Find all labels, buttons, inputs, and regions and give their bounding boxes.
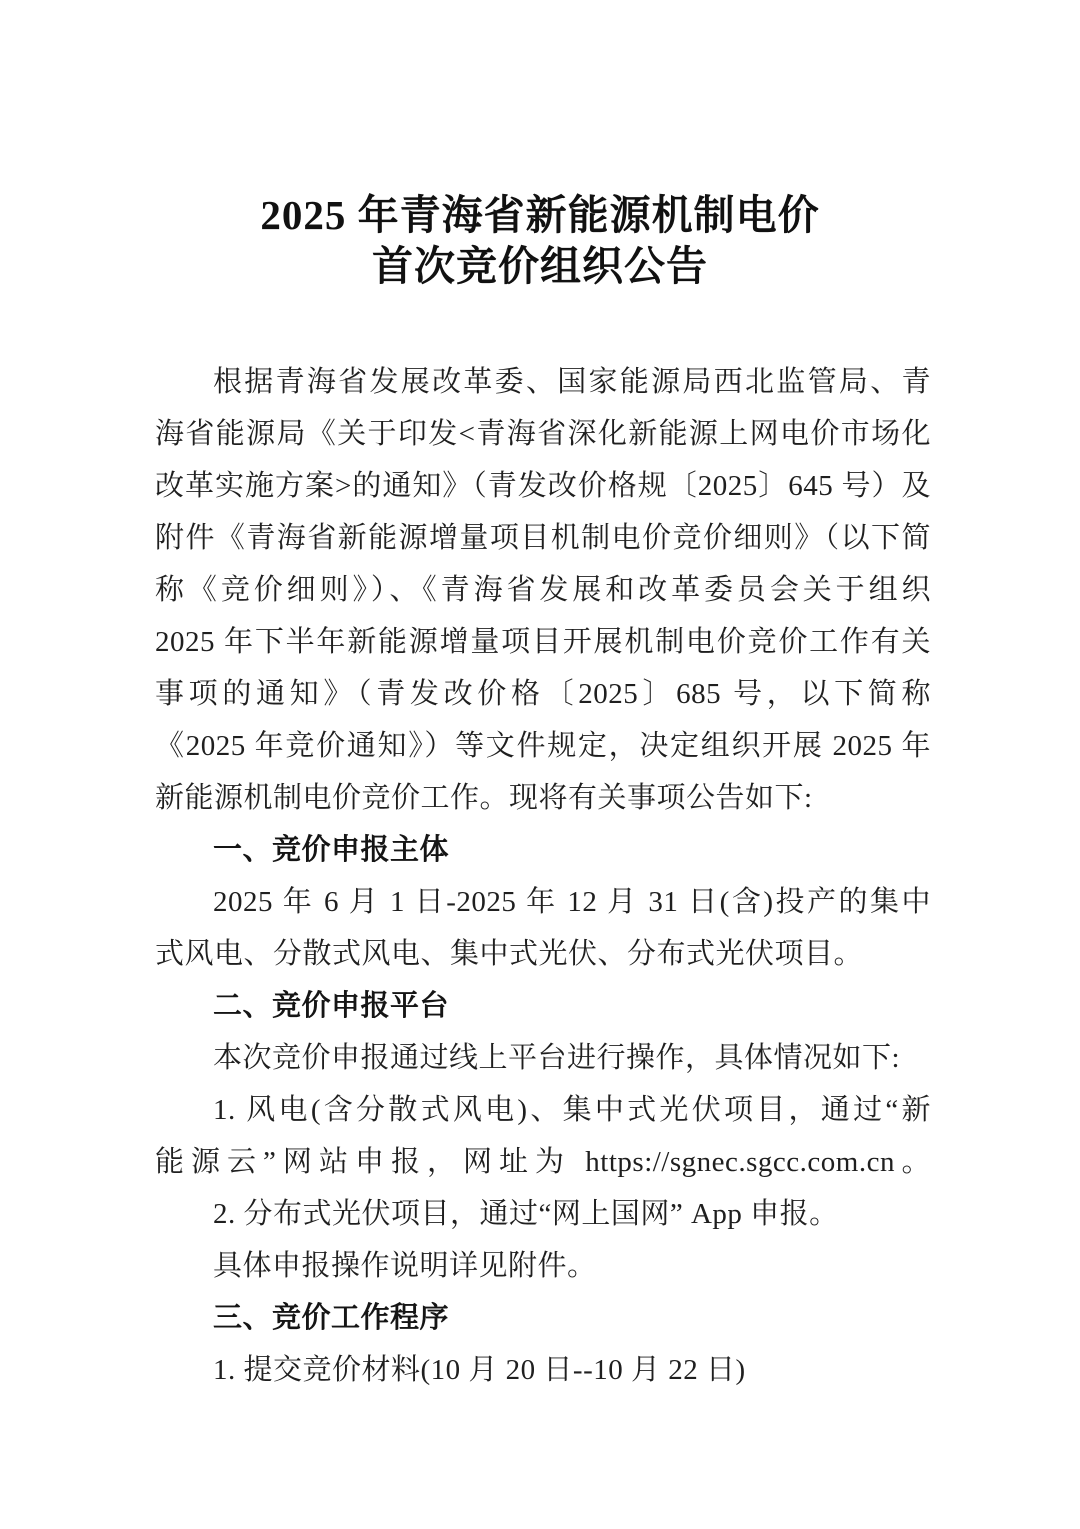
document-line: 附件《青海省新能源增量项目机制电价竞价细则》（以下简 (155, 522, 931, 554)
section-heading: 三、竞价工作程序 (213, 1302, 450, 1334)
document-title-line1: 2025 年青海省新能源机制电价 (260, 192, 820, 238)
document-line: 新能源机制电价竞价工作。现将有关事项公告如下: (155, 782, 813, 814)
document-line: 本次竞价申报通过线上平台进行操作，具体情况如下: (213, 1042, 901, 1074)
document-title-line2: 首次竞价组织公告 (372, 243, 708, 289)
document-title (0, 190, 1080, 292)
document-line: 式风电、分散式风电、集中式光伏、分布式光伏项目。 (155, 938, 864, 970)
document-line: 1. 风电(含分散式风电)、集中式光伏项目，通过“新 (213, 1094, 931, 1126)
document-line: 称《竞价细则》）、《青海省发展和改革委员会关于组织 (155, 574, 931, 606)
document-line: 改革实施方案>的通知》（青发改价格规〔2025〕645 号）及 (155, 470, 931, 502)
document-line: 2025 年下半年新能源增量项目开展机制电价竞价工作有关 (155, 626, 931, 658)
section-heading: 一、竞价申报主体 (213, 834, 450, 866)
document-line: 1. 提交竞价材料(10 月 20 日--10 月 22 日) (213, 1354, 746, 1386)
document-line: 《2025 年竞价通知》）等文件规定，决定组织开展 2025 年 (155, 730, 931, 762)
document-line: 海省能源局《关于印发<青海省深化新能源上网电价市场化 (155, 418, 931, 450)
document-line: 能源云”网站申报，网址为 https://sgnec.sgcc.com.cn。 (155, 1146, 931, 1178)
document-line: 2025 年 6 月 1 日-2025 年 12 月 31 日(含)投产的集中 (213, 886, 931, 918)
document-body (155, 356, 931, 1396)
document-line: 事项的通知》（青发改价格〔2025〕685 号，以下简称 (155, 678, 931, 710)
document-line: 根据青海省发展改革委、国家能源局西北监管局、青 (213, 366, 931, 398)
section-heading: 二、竞价申报平台 (213, 990, 450, 1022)
document-line: 2. 分布式光伏项目，通过“网上国网” App 申报。 (213, 1198, 839, 1230)
document-line: 具体申报操作说明详见附件。 (213, 1250, 597, 1282)
